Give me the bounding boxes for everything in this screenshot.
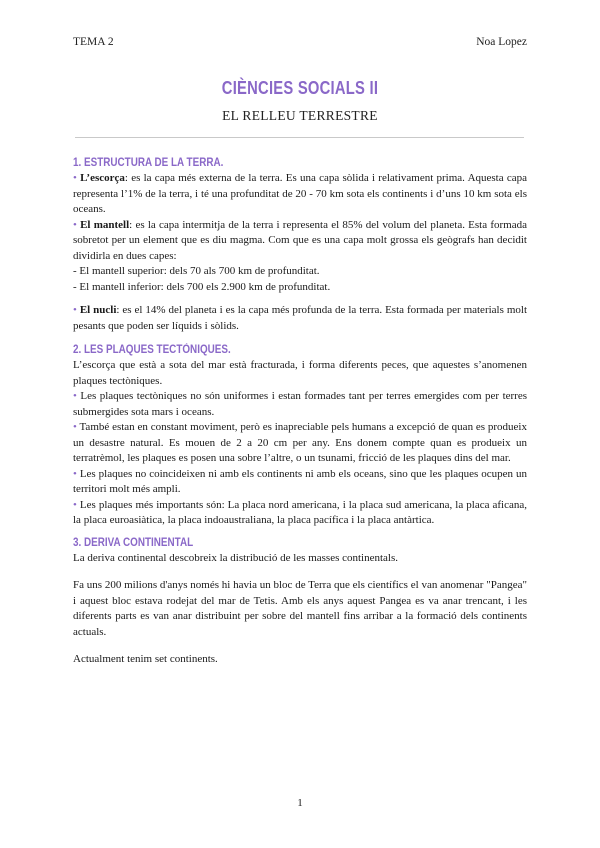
- spacer: [73, 566, 527, 578]
- header-author: Noa Lopez: [476, 36, 527, 48]
- list-line: - El mantell superior: dels 70 als 700 km de profunditat.: [73, 265, 320, 277]
- paragraph: L’escorça que està a sota del mar està fracturada, i forma diferents peces, que aquestes s’anomenen plaques tectòniques.: [73, 359, 527, 387]
- bullet-icon: •: [73, 467, 77, 480]
- bullet-item: [73, 467, 527, 498]
- paragraph-mantell: [73, 218, 527, 265]
- bullet-item: [73, 498, 527, 529]
- section-heading: 2. LES PLAQUES TECTÒNIQUES.: [73, 344, 231, 356]
- bullet-icon: •: [73, 218, 77, 231]
- spacer: [73, 640, 527, 652]
- paragraph: La deriva continental descobreix la distribució de les masses continentals.: [73, 551, 399, 564]
- document-title: CIÈNCIES SOCIALS II: [221, 78, 379, 98]
- bullet-item: [73, 389, 527, 420]
- list-line: - El mantell inferior: dels 700 els 2.900 km de profunditat.: [73, 280, 331, 293]
- document-subtitle: EL RELLEU TERRESTRE: [222, 108, 378, 123]
- bullet-text: Les plaques més importants són: La placa nord americana, i la placa sud americana, la placa aficana, la placa euroasiàtica, la placa indoaustraliana, la placa pacífica i la placa antàrtica.: [73, 498, 528, 526]
- paragraph: Actualment tenim set continents.: [73, 653, 218, 665]
- term: L’escorça: [80, 172, 125, 184]
- paragraph-escorca: [73, 171, 527, 218]
- term: El mantell: [80, 218, 130, 231]
- term: El nucli: [79, 304, 117, 316]
- spacer: [73, 295, 527, 303]
- bullet-icon: •: [73, 421, 77, 433]
- paragraph-text: : es el 14% del planeta i es la capa més profunda de la terra. Esta formada per materials molt pesants que poden ser líquids i sòlids.: [73, 304, 527, 332]
- spacer: [73, 334, 527, 342]
- document-body: [73, 155, 527, 668]
- bullet-text: També estan en constant moviment, però es inapreciable pels humans a excepció de quan es produeix un desastre natural. Es mouen de 2 a 20 cm per any. Ens donem compte quan es produeix un terratrèmol, les plaques es posen una sobre l’altre, o un tsunami, fricció de les plaques dins del mar.: [73, 421, 527, 464]
- header-topic: TEMA 2: [73, 36, 114, 48]
- section-heading: 1. ESTRUCTURA DE LA TERRA.: [73, 157, 224, 169]
- section-heading: 3. DERIVA CONTINENTAL: [73, 536, 194, 549]
- paragraph-text: : es la capa intermitja de la terra i representa el 85% del volum del planeta. Esta formada sobretot per un element que es diu magma. Com que es una capa molt grossa els geògrafs han decidit dividirla en dues capes:: [73, 218, 527, 262]
- page-number: 1: [297, 797, 303, 809]
- paragraph-nucli: [73, 303, 527, 334]
- title-divider: [75, 137, 524, 138]
- bullet-item: [73, 420, 527, 467]
- bullet-text: Les plaques tectòniques no són uniformes i estan formades tant per terres emergides com per terres submergides sota mars i oceans.: [73, 390, 527, 418]
- bullet-icon: •: [73, 172, 77, 184]
- paragraph-text: : es la capa més externa de la terra. Es una capa sòlida i relativament prima. Aquesta capa representa l’1% de la terra, i té una profunditat de 20 - 70 km sota els continents i d’uns 10 km sota els oceans.: [73, 172, 528, 215]
- paragraph: Fa uns 200 milions d'anys només hi havia un bloc de Terra que els científics el van anomenar "Pangea" i aquest bloc estava rodejat del mar de Tetis. Amb els anys aquest Pangea es va anar trencant, i les diferents parts es van anar distribuint per sobre del mantell fins arribar a la formació dels continents actuals.: [73, 579, 527, 638]
- bullet-text: Les plaques no coincideixen ni amb els continents ni amb els oceans, sino que les plaques ocupen un territori molt més ampli.: [73, 467, 527, 495]
- bullet-icon: •: [73, 304, 77, 316]
- bullet-icon: •: [73, 390, 77, 402]
- bullet-icon: •: [73, 498, 77, 511]
